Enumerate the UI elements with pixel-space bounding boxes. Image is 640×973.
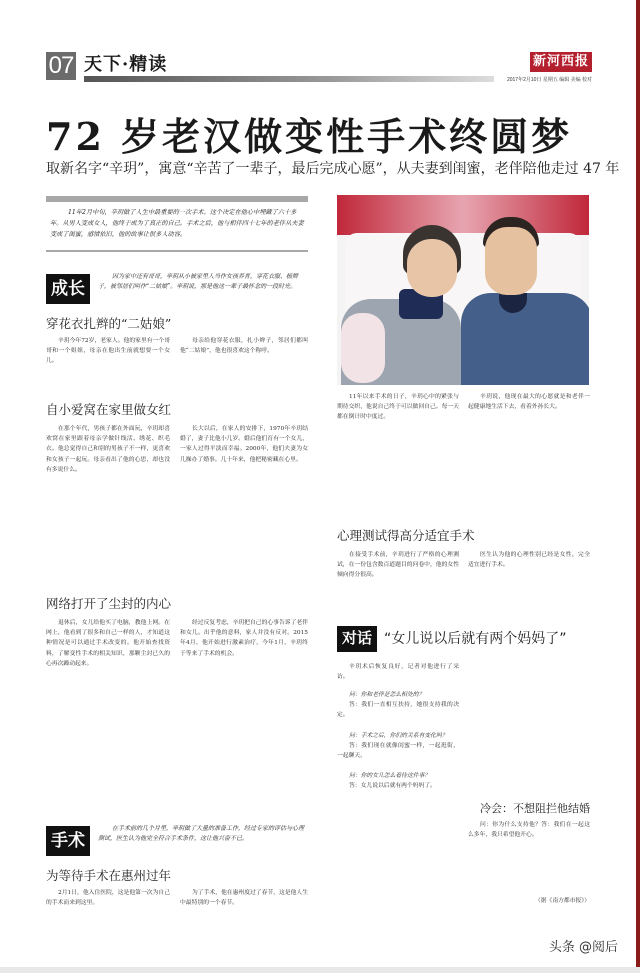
section-tag-growth: 成长	[46, 274, 90, 304]
bottom-strip	[0, 967, 640, 973]
section-lead-growth: 因为家中还有哥哥，辛玥从小被家里人当作女孩养育，穿花衣服、梳辫子，被邻居们叫作“二姑娘”。辛玥说，那是他这一辈子最怀念的一段时光。	[98, 273, 299, 290]
article-column: 母亲给他穿花衣服，扎小辫子，邻居们都叫他“二姑娘”，他也很喜欢这个称呼。	[180, 338, 308, 355]
photo-person-right-body	[461, 293, 589, 385]
photo-person-left-arm	[341, 313, 385, 383]
intro-paragraph: 11年2月中旬，辛玥做了人生中最重要的一次手术。这个决定在他心中埋藏了六十多年。从男人变成女人，他终于成为了真正的自己。手术之后，他与相伴四十七年的老伴从夫妻变成了闺蜜，感情依旧，他的故事让很多人动容。	[50, 209, 304, 238]
article-column: 11年以来手术的日子，辛玥心中的紧张与期待交织，他说自己终于可以做回自己。每一天都在倒计时中度过。	[337, 394, 459, 421]
couple-photo	[337, 195, 589, 385]
answer: 答：我们一直相互扶持，她很支持我的决定。	[337, 702, 459, 719]
subtitle-huizhou: 为等待手术在惠州过年	[46, 868, 172, 883]
header-gradient-bar	[84, 76, 494, 82]
photo-person-right-face	[485, 227, 537, 295]
section-lead-surgery: 在手术前的几个月里，辛玥做了大量的准备工作，经过专家的评估与心理测试，医生认为他完全符合手术条件，这让他兴奋不已。	[98, 825, 305, 842]
question: 问：你的女儿怎么看待这件事？	[349, 773, 431, 780]
dialogue-title: “女儿说以后就有两个妈妈了”	[384, 631, 567, 647]
intro-divider-bottom	[46, 250, 308, 252]
section-tag-dialogue: 对话	[337, 626, 377, 652]
dialogue-sidebar-text: 问：你为什么支持他？答：我们在一起这么多年，我只希望他开心。	[468, 822, 590, 839]
subtitle-needlework: 自小爱窝在家里做女红	[46, 402, 172, 417]
article-column: 长大以后，在家人的安排下，1970年辛玥结婚了，妻子比他小几岁。婚后他们育有一个女儿，一家人过得平淡而幸福。2000年，他们夫妻为女儿操办了婚事。几十年来，他把秘密藏在心里。	[180, 426, 308, 463]
page-number: 07	[46, 52, 76, 80]
section-tag-surgery: 手术	[46, 826, 90, 856]
headline: 72 岁老汉做变性手术终圆梦	[46, 114, 573, 159]
answer: 答：女儿说以后就有两个妈妈了。	[349, 783, 436, 790]
subtitle-psych-test: 心理测试得高分适宜手术	[337, 528, 475, 543]
dialogue-qa-list	[337, 690, 459, 792]
article-column: 为了手术，他在惠州度过了春节，这是他人生中最特别的一个春节。	[180, 890, 308, 907]
article-column: 经过反复考虑，辛玥把自己的心事告诉了老伴和女儿。出乎他的意料，家人并没有反对。2015年4月，他开始进行激素治疗，今年1月，辛玥终于等来了手术的机会。	[180, 620, 308, 657]
subheadline: 取新名字“辛玥”，寓意“辛苦了一辈子，最后完成心愿”，从夫妻到闺蜜，老伴陪他走过 47 年	[46, 161, 620, 177]
watermark: 头条 @阅后	[548, 940, 618, 955]
dialogue-intro: 辛玥术后恢复良好，记者对他进行了采访。	[337, 664, 459, 681]
article-column: 辛玥说，他现在最大的心愿就是和老伴一起健康地生活下去，看着外孙长大。	[468, 394, 590, 411]
newspaper-masthead-logo: 新河西报	[530, 52, 592, 72]
page-header	[46, 50, 592, 84]
photo-red-backdrop	[337, 195, 589, 235]
subtitle-flower-clothes: 穿花衣扎辫的“二姑娘”	[46, 316, 172, 331]
photo-person-left-face	[407, 239, 457, 297]
intro-divider-top	[46, 196, 308, 202]
section-name: 天下·精读	[84, 54, 168, 75]
dateline: 2017年2月10日 星期五 编辑 美编 校对	[506, 77, 592, 83]
page-edge-stripe	[636, 0, 640, 973]
answer: 答：我们现在就像闺蜜一样，一起逛街，一起聊天。	[337, 742, 459, 760]
article-column: 医生认为他的心理性别已经是女性，完全适宜进行手术。	[468, 552, 590, 569]
article-column: 2月1日，他入住医院，这是他第一次为自己的手术而来到这里。	[46, 890, 170, 907]
article-column: 在接受手术前，辛玥进行了严格的心理测试，在一份包含数百道题目的问卷中，他的女性倾向得分很高。	[337, 552, 459, 579]
dialogue-sidebar-subtitle: 冷会：不想阻拦他结婚	[480, 802, 590, 815]
question: 问：你和老伴是怎么相处的？	[349, 692, 425, 698]
article-column: 辛玥今年72岁，老家人。他的家里有一个哥哥和一个姐姐，母亲在他出生前就想要一个女儿。	[46, 338, 170, 365]
byline: （据《南方都市报》）	[534, 898, 590, 904]
question: 问：手术之后，你们的关系有变化吗？	[349, 732, 448, 739]
subtitle-internet: 网络打开了尘封的内心	[46, 596, 172, 611]
article-column: 退休后，女儿给他买了电脑，教他上网。在网上，他看到了很多和自己一样的人，才知道这种情况是可以通过手术改变的。他开始查找资料，了解变性手术的相关知识，那颗尘封已久的心再次躁动起来。	[46, 620, 170, 667]
article-column: 在那个年代，男孩子都在外面玩，辛玥却喜欢窝在家里跟着母亲学做针线活、绣花、织毛衣。他总觉得自己和别的男孩子不一样，更喜欢和女孩子一起玩。母亲看出了他的心思，却也没有多说什么。	[46, 426, 170, 473]
